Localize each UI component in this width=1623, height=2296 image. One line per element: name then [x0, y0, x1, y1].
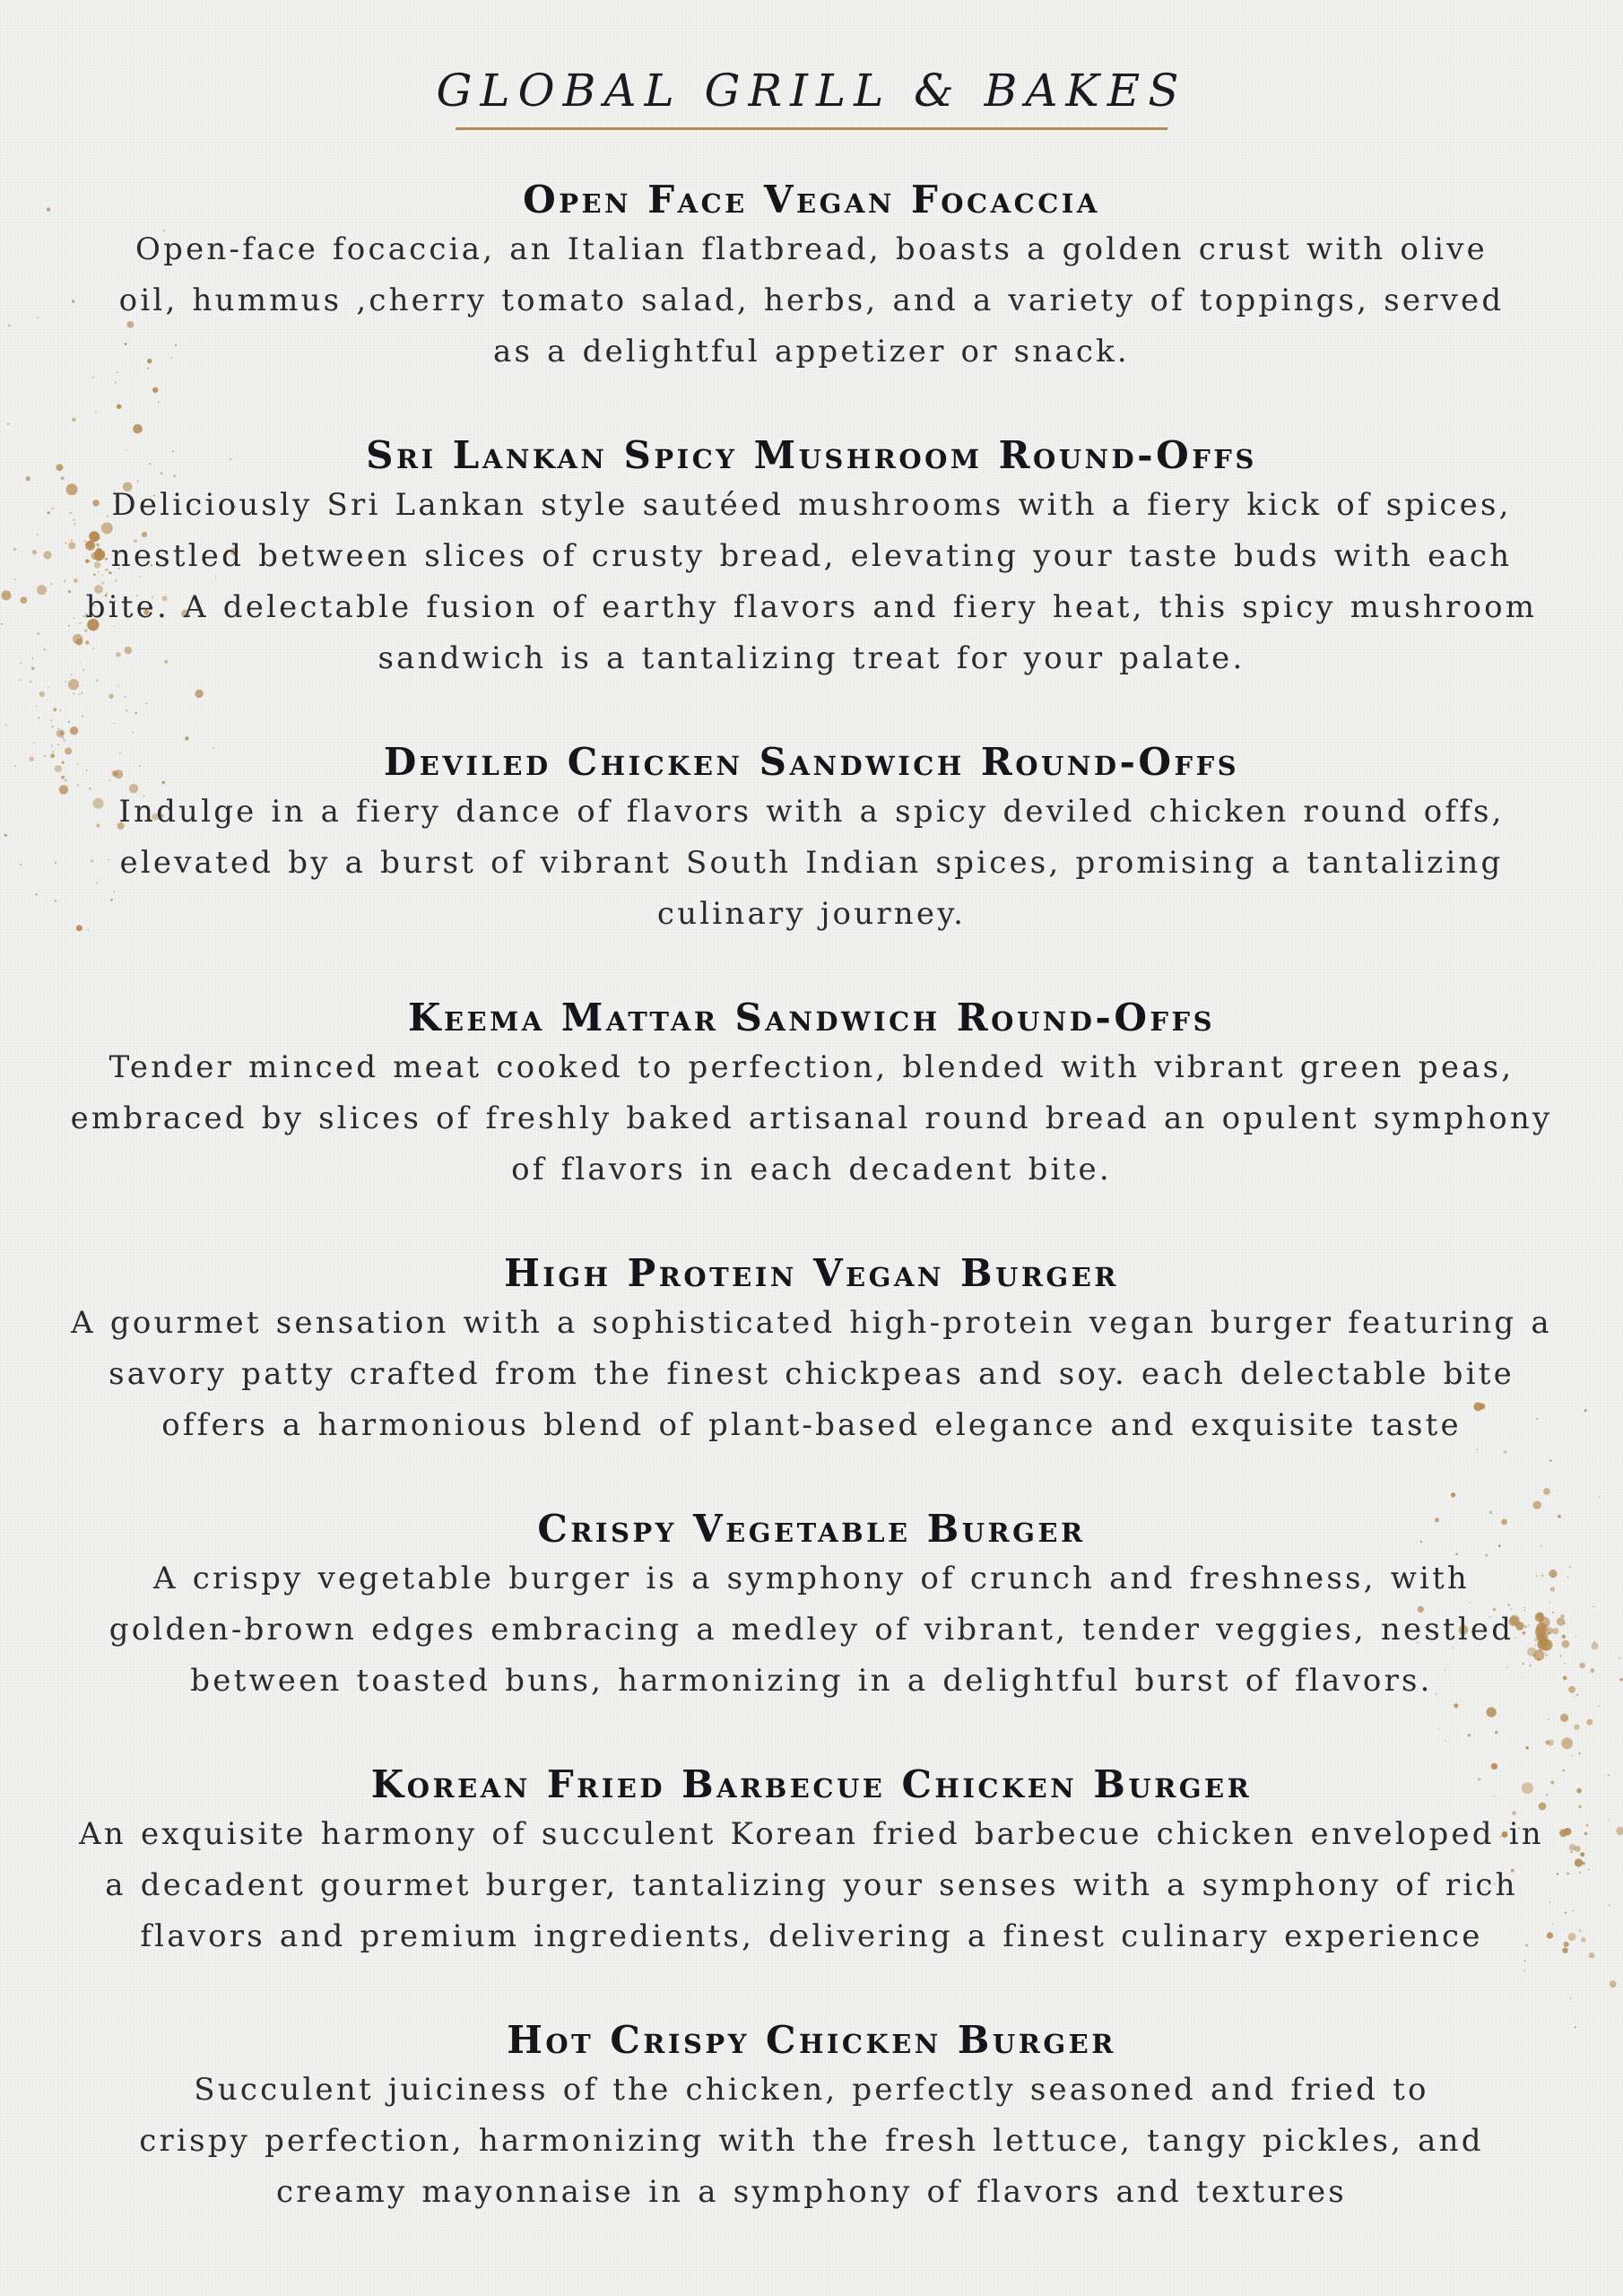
gold-speck — [37, 534, 39, 535]
gold-speck — [36, 706, 38, 708]
gold-speck — [20, 864, 22, 865]
item-description: Succulent juiciness of the chicken, perfectly seasoned and fried to crispy perfection, harmonizing with the fresh lettuce, tangy pickles, and creamy mayonnaise in a symphony of flavors and textures — [139, 2072, 1484, 2210]
gold-speck — [1, 590, 11, 600]
gold-speck — [31, 667, 35, 671]
gold-speck — [1610, 1980, 1617, 1987]
gold-speck — [1579, 1805, 1582, 1808]
gold-speck — [37, 317, 39, 318]
gold-speck — [20, 679, 22, 681]
item-name: Korean Fried Barbecue Chicken Burger — [370, 1762, 1253, 1806]
gold-speck — [32, 657, 34, 659]
menu-item — [54, 1505, 1569, 1707]
gold-speck — [1579, 1930, 1582, 1933]
gold-speck — [37, 632, 39, 635]
gold-speck — [1585, 1824, 1588, 1827]
gold-speck — [82, 692, 83, 694]
item-name: Keema Mattar Sandwich Round-Offs — [407, 996, 1216, 1039]
gold-speck — [145, 703, 147, 705]
gold-speck — [1589, 1952, 1595, 1959]
gold-speck — [1495, 1731, 1497, 1734]
gold-speck — [70, 726, 78, 735]
gold-speck — [1579, 1872, 1581, 1874]
item-name: High Protein Vegan Burger — [504, 1251, 1119, 1295]
gold-speck — [1590, 1668, 1594, 1673]
gold-speck — [108, 694, 114, 700]
gold-speck — [52, 726, 54, 727]
gold-speck — [1574, 1724, 1579, 1729]
gold-speck — [43, 551, 51, 559]
gold-speck — [1487, 1708, 1497, 1718]
gold-speck — [44, 648, 46, 650]
gold-speck — [135, 712, 138, 715]
gold-speck — [1545, 1741, 1549, 1745]
gold-speck — [1523, 1970, 1525, 1971]
title-underline — [456, 127, 1167, 130]
menu-item — [54, 994, 1569, 1196]
gold-speck — [1570, 1851, 1572, 1853]
gold-speck — [152, 387, 158, 393]
gold-speck — [1584, 1409, 1587, 1412]
gold-speck — [1580, 1852, 1584, 1857]
gold-speck — [1593, 1606, 1594, 1608]
item-description: Open-face focaccia, an Italian flatbread, boasts a golden crust with olive oil, hummus ,cherry tomato salad, herbs, and a variety of toppings, served as a delightful appetizer or snack. — [118, 231, 1505, 370]
gold-speck — [95, 412, 97, 413]
item-description: A gourmet sensation with a sophisticated high-protein vegan burger featuring a savory patty crafted from the finest chickpeas and soy. each delectable bite offers a harmonious blend of plant-based elegance and exquisite taste — [71, 1305, 1552, 1443]
item-description: An exquisite harmony of succulent Korean fried barbecue chicken enveloped in a decadent gourmet burger, tantalizing your senses with a symphony of rich flavors and premium ingredients, delivering a finest culinary experience — [79, 1816, 1544, 1954]
gold-speck — [1549, 1459, 1552, 1462]
gold-speck — [26, 476, 30, 481]
gold-speck — [1619, 1657, 1620, 1659]
gold-speck — [5, 724, 7, 726]
gold-speck — [158, 401, 160, 403]
gold-speck — [51, 745, 53, 747]
gold-speck — [1575, 1636, 1577, 1638]
gold-speck — [14, 578, 16, 580]
item-description: Deliciously Sri Lankan style sautéed mushrooms with a fiery kick of spices, nestled between slices of crusty bread, elevating your taste buds with each bite. A delectable fusion of earthy flavors and fiery heat, this spicy mushroom sandwich is a tantalizing treat for your palate. — [85, 487, 1538, 676]
gold-speck — [30, 681, 31, 683]
gold-speck — [1593, 1641, 1595, 1643]
gold-speck — [50, 719, 52, 721]
item-name: Open Face Vegan Focaccia — [523, 178, 1100, 222]
gold-speck — [1609, 1905, 1610, 1907]
gold-speck — [4, 834, 7, 837]
gold-speck — [1576, 1788, 1582, 1794]
gold-speck — [1575, 1858, 1583, 1866]
gold-speck — [1581, 1937, 1586, 1943]
gold-speck — [74, 693, 75, 695]
gold-speck — [59, 731, 64, 735]
gold-speck — [1468, 1734, 1471, 1736]
gold-speck — [53, 708, 56, 711]
menu-item — [54, 1761, 1569, 1962]
menu-title: GLOBAL GRILL & BAKES — [436, 65, 1187, 117]
gold-speck — [1575, 2026, 1576, 2028]
item-name: Deviled Chicken Sandwich Round-Offs — [383, 740, 1240, 784]
gold-speck — [1543, 1488, 1550, 1495]
menu-item — [54, 2016, 1569, 2218]
gold-speck — [113, 723, 115, 725]
item-description: Tender minced meat cooked to perfection, blended with vibrant green peas, embraced by slices of freshly baked artisanal round bread an opulent symphony of flavors in each decadent bite. — [70, 1049, 1553, 1187]
gold-speck — [72, 418, 75, 422]
gold-speck — [33, 742, 35, 744]
gold-speck — [1582, 1861, 1584, 1863]
gold-speck — [7, 423, 9, 425]
gold-speck — [20, 663, 22, 665]
menu-item — [54, 738, 1569, 940]
gold-speck — [1569, 1566, 1571, 1568]
gold-speck — [47, 207, 50, 211]
gold-speck — [1572, 1910, 1574, 1912]
item-description: Indulge in a fiery dance of flavors with a spicy deviled chicken round offs, elevated by a burst of vibrant South Indian spices, promising a tantalizing culinary journey. — [118, 794, 1505, 932]
gold-speck — [82, 716, 83, 718]
gold-speck — [39, 691, 45, 697]
gold-speck — [1619, 1678, 1622, 1681]
menu-item — [54, 431, 1569, 684]
gold-speck — [1560, 1714, 1568, 1722]
gold-speck — [1609, 1820, 1610, 1822]
gold-speck — [1438, 1728, 1440, 1730]
menu-item — [54, 176, 1569, 378]
gold-speck — [1588, 1869, 1590, 1871]
gold-speck — [1578, 1752, 1581, 1755]
gold-speck — [1526, 1746, 1529, 1749]
gold-speck — [117, 685, 119, 687]
gold-speck — [36, 893, 38, 895]
item-name: Sri Lankan Spicy Mushroom Round-Offs — [366, 433, 1257, 477]
gold-speck — [13, 548, 17, 552]
gold-speck — [29, 757, 34, 762]
gold-speck — [1616, 1827, 1623, 1835]
gold-speck — [14, 765, 16, 767]
gold-speck — [37, 585, 47, 595]
gold-speck — [117, 404, 121, 409]
item-name: Hot Crispy Chicken Burger — [507, 2018, 1116, 2062]
gold-speck — [51, 583, 53, 585]
gold-speck — [32, 550, 37, 554]
gold-speck — [133, 732, 135, 734]
gold-speck — [1, 623, 3, 625]
gold-speck — [48, 687, 49, 689]
gold-speck — [1586, 1719, 1593, 1726]
gold-speck — [8, 324, 11, 326]
gold-speck — [38, 717, 39, 718]
gold-speck — [1579, 1663, 1585, 1669]
gold-speck — [48, 511, 50, 514]
gold-speck — [1575, 1846, 1581, 1852]
gold-speck — [21, 596, 28, 604]
menu-item — [54, 1249, 1569, 1451]
gold-speck — [115, 381, 117, 383]
gold-speck — [1570, 1997, 1572, 1999]
gold-speck — [44, 755, 47, 758]
gold-speck — [1451, 1492, 1455, 1497]
gold-speck — [1608, 1774, 1610, 1776]
gold-speck — [1599, 1705, 1601, 1707]
gold-speck — [126, 709, 128, 711]
gold-speck — [68, 721, 70, 723]
gold-speck — [57, 727, 59, 729]
gold-speck — [125, 696, 126, 698]
gold-speck — [1584, 1832, 1588, 1836]
gold-speck — [59, 709, 61, 711]
item-name: Crispy Vegetable Burger — [537, 1507, 1086, 1551]
gold-speck — [195, 690, 203, 698]
gold-speck — [1576, 1694, 1578, 1696]
gold-speck — [1568, 1686, 1575, 1693]
gold-speck — [1445, 1740, 1446, 1742]
gold-speck — [1599, 1497, 1601, 1499]
gold-speck — [1561, 1737, 1573, 1749]
gold-speck — [1548, 1718, 1549, 1720]
gold-speck — [1572, 1755, 1574, 1757]
gold-speck — [1592, 1642, 1599, 1649]
gold-speck — [79, 693, 81, 695]
item-description: A crispy vegetable burger is a symphony of crunch and freshness, with golden-brown edges embracing a medley of vibrant, tender veggies, nestled between toasted buns, harmonizing in a delightful burst of flavors. — [108, 1561, 1515, 1699]
